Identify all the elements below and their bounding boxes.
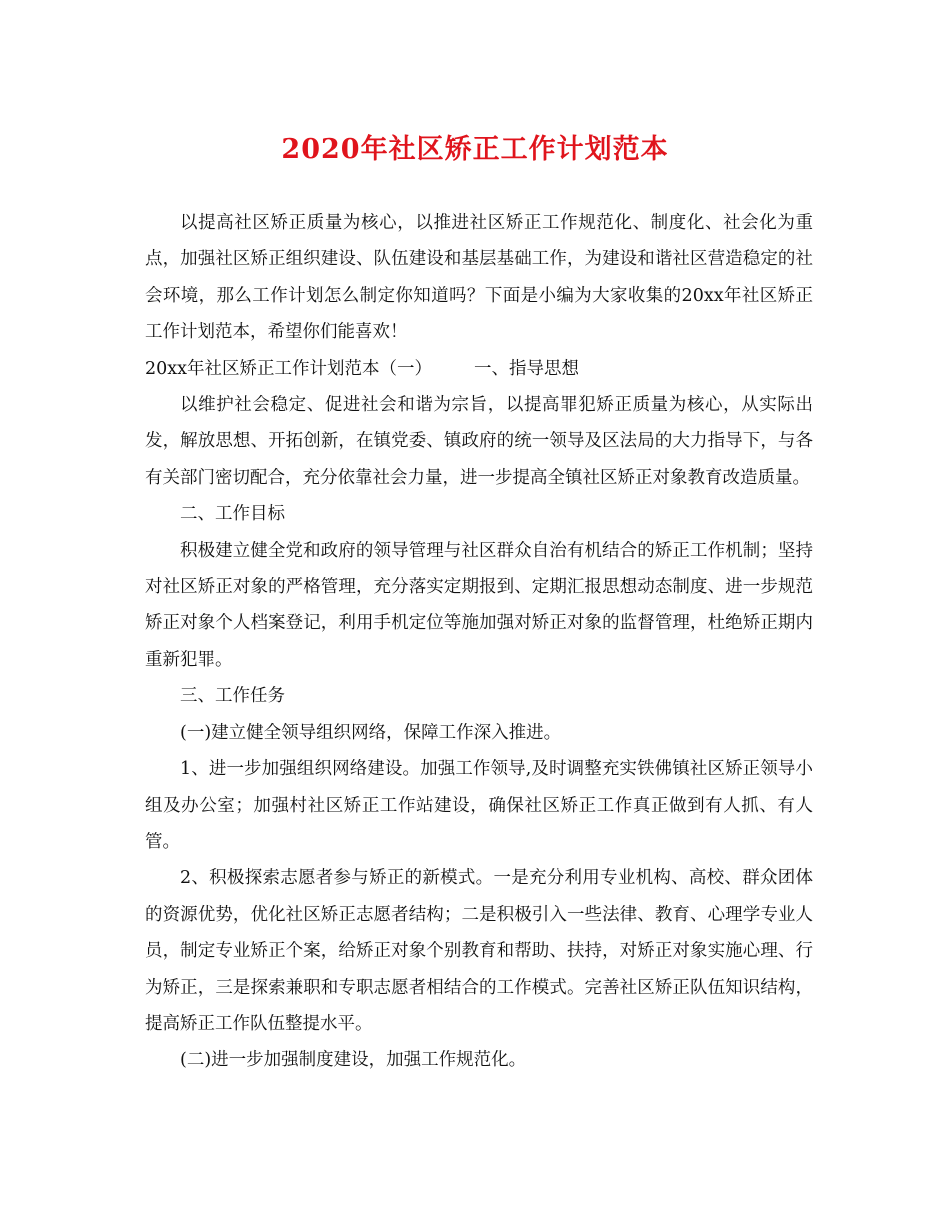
section2-paragraph: 积极建立健全党和政府的领导管理与社区群众自治有机结合的矫正工作机制；坚持对社区矫正对象的严格管理，充分落实定期报到、定期汇报思想动态制度、进一步规范矫正对象个人档案登记，利用手机定位等施加强对矫正对象的监督管理，杜绝矫正期内重新犯罪。	[145, 540, 813, 670]
intro-paragraph: 以提高社区矫正质量为核心，以推进社区矫正工作规范化、制度化、社会化为重点，加强社区矫正组织建设、队伍建设和基层基础工作，为建设和谐社区营造稳定的社会环境，那么工作计划怎么制定你知道吗？下面是小编为大家收集的20xx年社区矫正工作计划范本，希望你们能喜欢！	[145, 213, 813, 343]
task1-item1-paragraph: 1、进一步加强组织网络建设。加强工作领导,及时调整充实铁佛镇社区矫正领导小组及办公室；加强村社区矫正工作站建设，确保社区矫正工作真正做到有人抓、有人管。	[145, 759, 813, 852]
sample-heading-line	[145, 351, 813, 387]
section2-heading: 二、工作目标	[180, 504, 285, 525]
sample-heading: 20xx年社区矫正工作计划范本（一）	[145, 358, 433, 379]
task1-heading: (一)建立健全领导组织网络，保障工作深入推进。	[180, 722, 562, 743]
section1-paragraph: 以维护社会稳定、促进社会和谐为宗旨，以提高罪犯矫正质量为核心，从实际出发，解放思想、开拓创新，在镇党委、镇政府的统一领导及区法局的大力指导下，与各有关部门密切配合，充分依靠社会力量，进一步提高全镇社区矫正对象教育改造质量。	[145, 395, 813, 488]
document-title: 2020年社区矫正工作计划范本	[281, 134, 669, 165]
task1-item2-paragraph: 2、积极探索志愿者参与矫正的新模式。一是充分利用专业机构、高校、群众团体的资源优势，优化社区矫正志愿者结构；二是积极引入一些法律、教育、心理学专业人员，制定专业矫正个案，给矫正对象个别教育和帮助、扶持，对矫正对象实施心理、行为矫正，三是探索兼职和专职志愿者相结合的工作模式。完善社区矫正队伍知识结构，提高矫正工作队伍整提水平。	[145, 868, 813, 1034]
task2-heading: (二)进一步加强制度建设，加强工作规范化。	[180, 1050, 527, 1071]
section3-heading: 三、工作任务	[180, 686, 285, 707]
section1-heading: 一、指导思想	[474, 358, 580, 379]
document-body	[145, 205, 813, 1079]
